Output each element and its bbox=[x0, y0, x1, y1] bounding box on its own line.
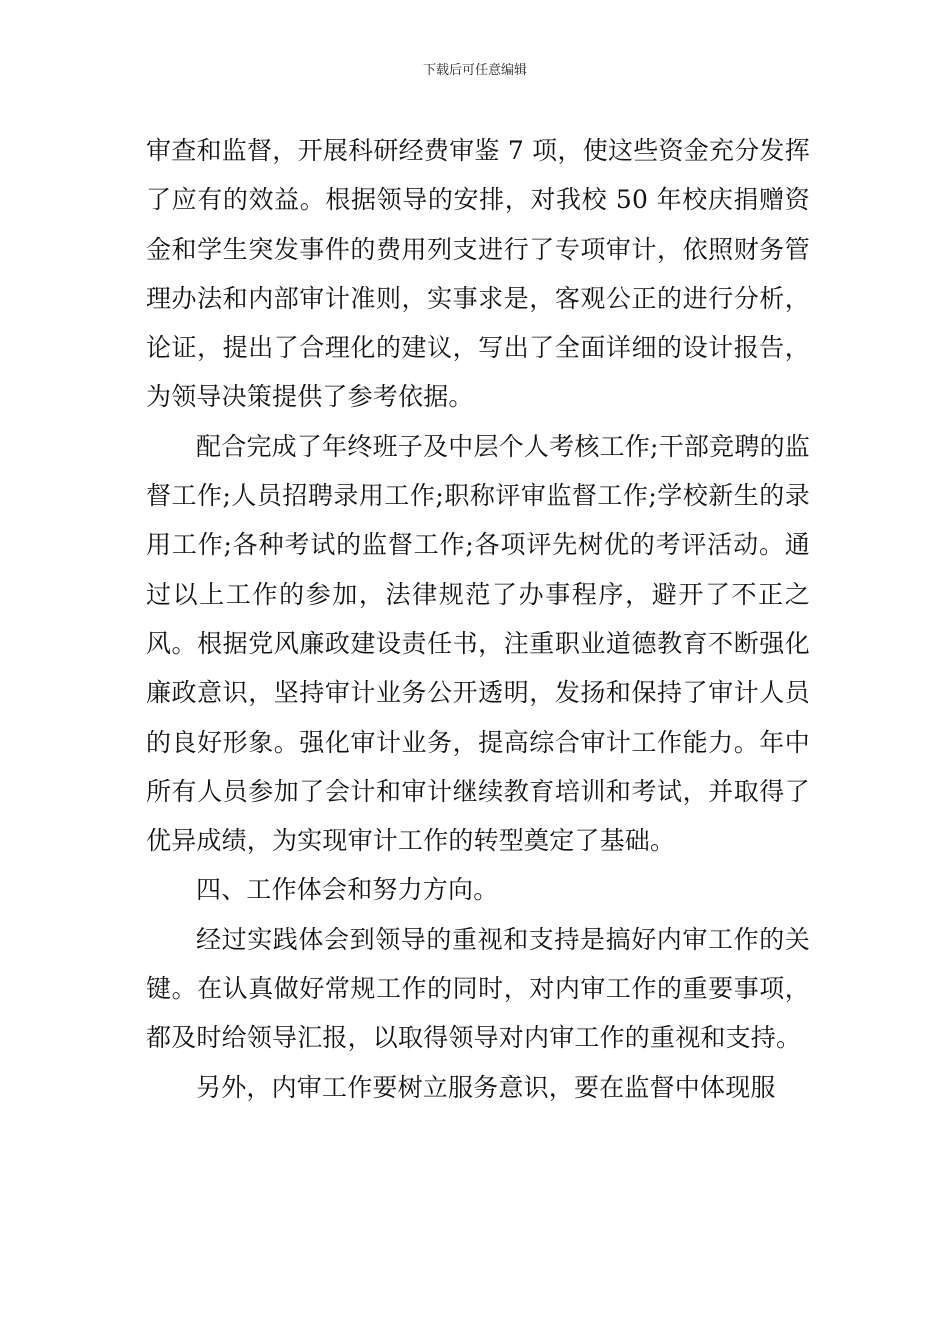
paragraph-2: 配合完成了年终班子及中层个人考核工作;干部竞聘的监督工作;人员招聘录用工作;职称评审监督工作;学校新生的录用工作;各种考试的监督工作;各项评先树优的考评活动。通过以上工作的参加，法律规范了办事程序，避开了不正之风。根据党风廉政建设责任书，注重职业道德教育不断强化廉政意识，坚持审计业务公开透明，发扬和保持了审计人员的良好形象。强化审计业务，提高综合审计工作能力。年中所有人员参加了会计和审计继续教育培训和考试，并取得了优异成绩，为实现审计工作的转型奠定了基础。 bbox=[146, 431, 810, 856]
paragraph-1: 审查和监督，开展科研经费审鉴 7 项，使这些资金充分发挥了应有的效益。根据领导的安排，对我校 50 年校庆捐赠资金和学生突发事件的费用列支进行了专项审计，依照财务管理办法和内部审计准则，实事求是，客观公正的进行分析，论证，提出了合理化的建议，写出了全面详细的设计报告，为领导决策提供了参考依据。 bbox=[146, 136, 810, 412]
paragraph-3: 经过实践体会到领导的重视和支持是搞好内审工作的关键。在认真做好常规工作的同时，对内审工作的重要事项，都及时给领导汇报，以取得领导对内审工作的重视和支持。 bbox=[146, 924, 810, 1053]
document-body bbox=[146, 126, 810, 1112]
section-heading-4: 四、工作体会和努力方向。 bbox=[196, 875, 499, 905]
page-header: 下载后可任意编辑 bbox=[422, 63, 527, 78]
paragraph-4: 另外，内审工作要树立服务意识，要在监督中体现服 bbox=[196, 1072, 776, 1102]
